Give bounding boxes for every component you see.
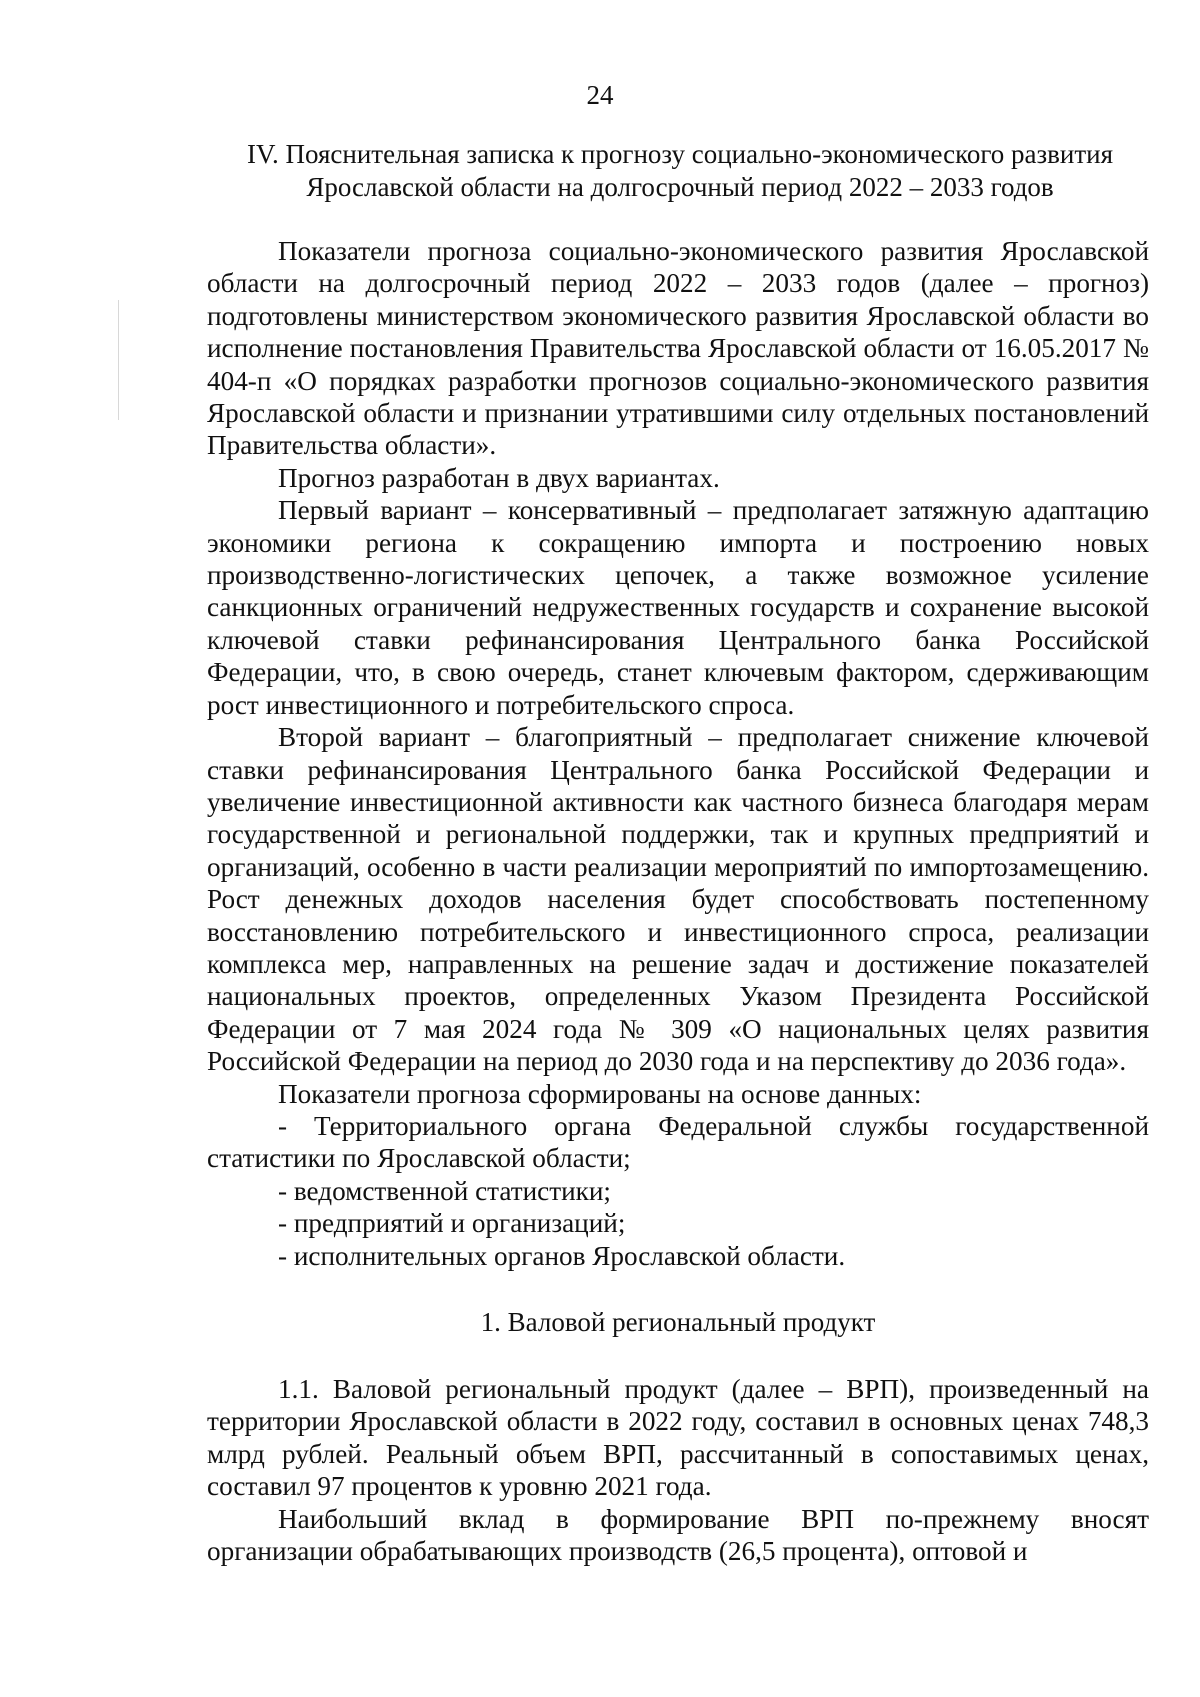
section-title-line-2: Ярославской области на долгосрочный период 2022 – 2033 годов [306,172,1054,202]
paragraph-conservative-variant: Первый вариант – консервативный – предполагает затяжную адаптацию экономики региона к сокращению импорта и построению новых производственно-логистических цепочек, а также возможное усиление санкционных ограничений недружественных государств и сохранение высокой ключевой ставки рефинансирования Центрального банка Российской Федерации, что, в свою очередь, станет ключевым фактором, сдерживающим рост инвестиционного и потребительского спроса. [207,495,1149,720]
list-item: - ведомственной статистики; [278,1175,611,1206]
page-number: 24 [586,80,614,110]
paragraph-data-sources: Показатели прогноза сформированы на основе данных: [278,1078,922,1109]
document-body [207,235,1149,1567]
paragraph-variants: Прогноз разработан в двух вариантах. [278,462,720,493]
section-1-heading: 1. Валовой региональный продукт [480,1307,876,1337]
paragraph-favorable-variant: Второй вариант – благоприятный – предполагает снижение ключевой ставки рефинансирования Центрального банка Российской Федерации и увеличение инвестиционной активности как частного бизнеса благодаря мерам государственной и региональной поддержки, так и крупных предприятий и организаций, особенно в части реализации мероприятий по импортозамещению. Рост денежных доходов населения будет способствовать постепенному восстановлению потребительского и инвестиционного спроса, реализации комплекса мер, направленных на решение задач и достижение показателей национальных проектов, определенных Указом Президента Российской Федерации от 7 мая 2024 года № 309 «О национальных целях развития Российской Федерации на период до 2030 года и на перспективу до 2036 года». [207,722,1149,1077]
list-item: - исполнительных органов Ярославской области. [278,1240,846,1271]
list-item: - Территориального органа Федеральной службы государственной статистики по Ярославской области; [207,1110,1149,1174]
paragraph-grp-volume: 1.1. Валовой региональный продукт (далее – ВРП), произведенный на территории Ярославской области в 2022 году, составил в основных ценах 748,3 млрд рублей. Реальный объем ВРП, рассчитанный в сопоставимых ценах, составил 97 процентов к уровню 2021 года. [207,1374,1149,1502]
paragraph-grp-contribution: Наибольший вклад в формирование ВРП по-прежнему вносят организации обрабатывающих производств (26,5 процента), оптовой и [207,1503,1149,1567]
paragraph-intro: Показатели прогноза социально-экономического развития Ярославской области на долгосрочный период 2022 – 2033 годов (далее – прогноз) подготовлены министерством экономического развития Ярославской области во исполнение постановления Правительства Ярославской области от 16.05.2017 № 404-п «О порядках разработки прогнозов социально-экономического развития Ярославской области и признании утратившими силу отдельных постановлений Правительства области». [207,236,1149,461]
list-item: - предприятий и организаций; [278,1208,626,1239]
section-title [200,138,1160,204]
section-title-line-1: IV. Пояснительная записка к прогнозу социально-экономического развития [246,139,1114,169]
scan-margin-line [118,300,119,420]
